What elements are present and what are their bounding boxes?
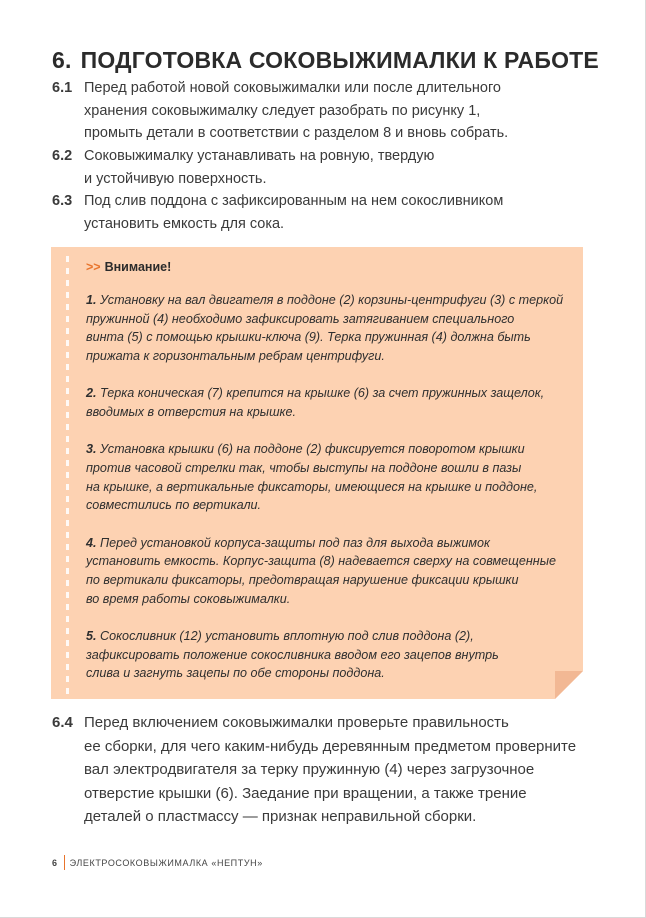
item-number: 6.4	[52, 714, 73, 731]
double-chevron-icon: >>	[86, 260, 101, 274]
text-line	[86, 440, 566, 459]
text-line: Перед работой новой соковыжималки или после длительного	[84, 80, 501, 96]
text-line: против часовой стрелки так, чтобы выступы на поддоне вошли в пазы	[86, 460, 522, 475]
text-line-content: Терка коническая (7) крепится на крышке (6) за счет пружинных защелок,	[100, 386, 545, 401]
item-number: 6.3	[52, 193, 73, 209]
note-paragraph-1	[86, 291, 566, 366]
text-line-content: Установка крышки (6) на поддоне (2) фиксируется поворотом крышки	[100, 442, 525, 457]
text-line: прижата к горизонтальным ребрам центрифуги.	[86, 349, 385, 364]
text-line: на крышке, а вертикальные фиксаторы, имеющиеся на крышке и поддоне,	[86, 479, 538, 494]
item-text	[84, 190, 612, 235]
list-item-6-2	[52, 145, 612, 190]
text-line: Под слив поддона с зафиксированным на нем сокосливником	[84, 193, 504, 209]
note-dashed-line	[66, 256, 69, 694]
list-item-6-1	[52, 77, 612, 145]
text-line: винта (5) с помощью крышки-ключа (9). Терка пружинная (4) должна быть	[86, 330, 531, 345]
text-line: установить емкость для сока.	[84, 215, 285, 232]
text-line: вал электродвигателя за терку пружинную (4) через загрузочное	[84, 761, 535, 778]
item-number: 6.1	[52, 80, 73, 96]
text-line: и устойчивую поверхность.	[84, 170, 267, 187]
item-number: 6.2	[52, 148, 73, 164]
section-number: 6.	[52, 47, 72, 73]
paragraph-number: 1.	[86, 293, 97, 307]
item-text	[84, 711, 612, 829]
text-line: ее сборки, для чего каким-нибудь деревянным предметом проверните	[84, 737, 577, 755]
text-line: отверстие крышки (6). Заедание при вращении, а также трение	[84, 784, 527, 802]
text-line	[86, 291, 566, 310]
page-number: 6	[52, 857, 58, 868]
text-line	[86, 627, 566, 646]
note-header	[86, 260, 566, 274]
text-line: во время работы соковыжималки.	[86, 591, 291, 606]
section-title	[52, 47, 599, 74]
section-title-text: ПОДГОТОВКА СОКОВЫЖИМАЛКИ К РАБОТЕ	[80, 47, 599, 73]
note-paragraph-5	[86, 627, 566, 683]
text-line	[86, 534, 566, 553]
item-text	[84, 145, 612, 190]
text-line: совместились по вертикали.	[86, 498, 262, 513]
item-text	[84, 77, 612, 145]
paragraph-number: 5.	[86, 628, 97, 643]
text-line	[86, 384, 566, 403]
text-line: установить емкость. Корпус-защита (8) надевается сверху на совмещенные	[86, 554, 556, 569]
text-line: Соковыжималку устанавливать на ровную, твердую	[84, 148, 435, 164]
list-item-6-3	[52, 190, 612, 235]
paragraph-number: 2.	[86, 386, 97, 401]
page-footer	[52, 855, 263, 870]
text-line: вводимых в отверстия на крышке.	[86, 405, 296, 420]
text-line-content: Перед установкой корпуса-защиты под паз для выхода выжимок	[100, 535, 491, 550]
paragraph-number: 3.	[86, 442, 97, 457]
text-line: зафиксировать положение сокосливника вводом его зацепов внутрь	[86, 647, 499, 662]
footer-text: ЭЛЕКТРОСОКОВЫЖИМАЛКА «НЕПТУН»	[69, 857, 263, 868]
text-line: хранения соковыжималку следует разобрать по рисунку 1,	[84, 102, 481, 119]
text-line: по вертикали фиксаторы, предотвращая нарушение фиксации крышки	[86, 572, 519, 587]
text-line-content: Установку на вал двигателя в поддоне (2) корзины-центрифуги (3) с теркой	[100, 293, 564, 307]
paragraph-number: 4.	[86, 535, 97, 550]
text-line: пружинной (4) необходимо зафиксировать затягиванием специального	[86, 311, 515, 326]
note-title: Внимание!	[104, 260, 172, 274]
text-line: Перед включением соковыжималки проверьте правильность	[84, 714, 509, 731]
list-item-6-4	[52, 711, 612, 829]
note-paragraph-4	[86, 534, 566, 609]
note-paragraph-2	[86, 384, 566, 421]
warning-note-content	[86, 260, 566, 701]
text-line: слива и загнуть зацепы по обе стороны поддона.	[86, 666, 385, 681]
footer-divider	[64, 855, 65, 870]
text-line-content: Сокосливник (12) установить вплотную под слив поддона (2),	[100, 628, 474, 643]
note-paragraph-3	[86, 440, 566, 515]
text-line: промыть детали в соответствии с разделом 8 и вновь собрать.	[84, 125, 509, 141]
text-line: деталей о пластмассу — признак неправильной сборки.	[84, 808, 477, 825]
